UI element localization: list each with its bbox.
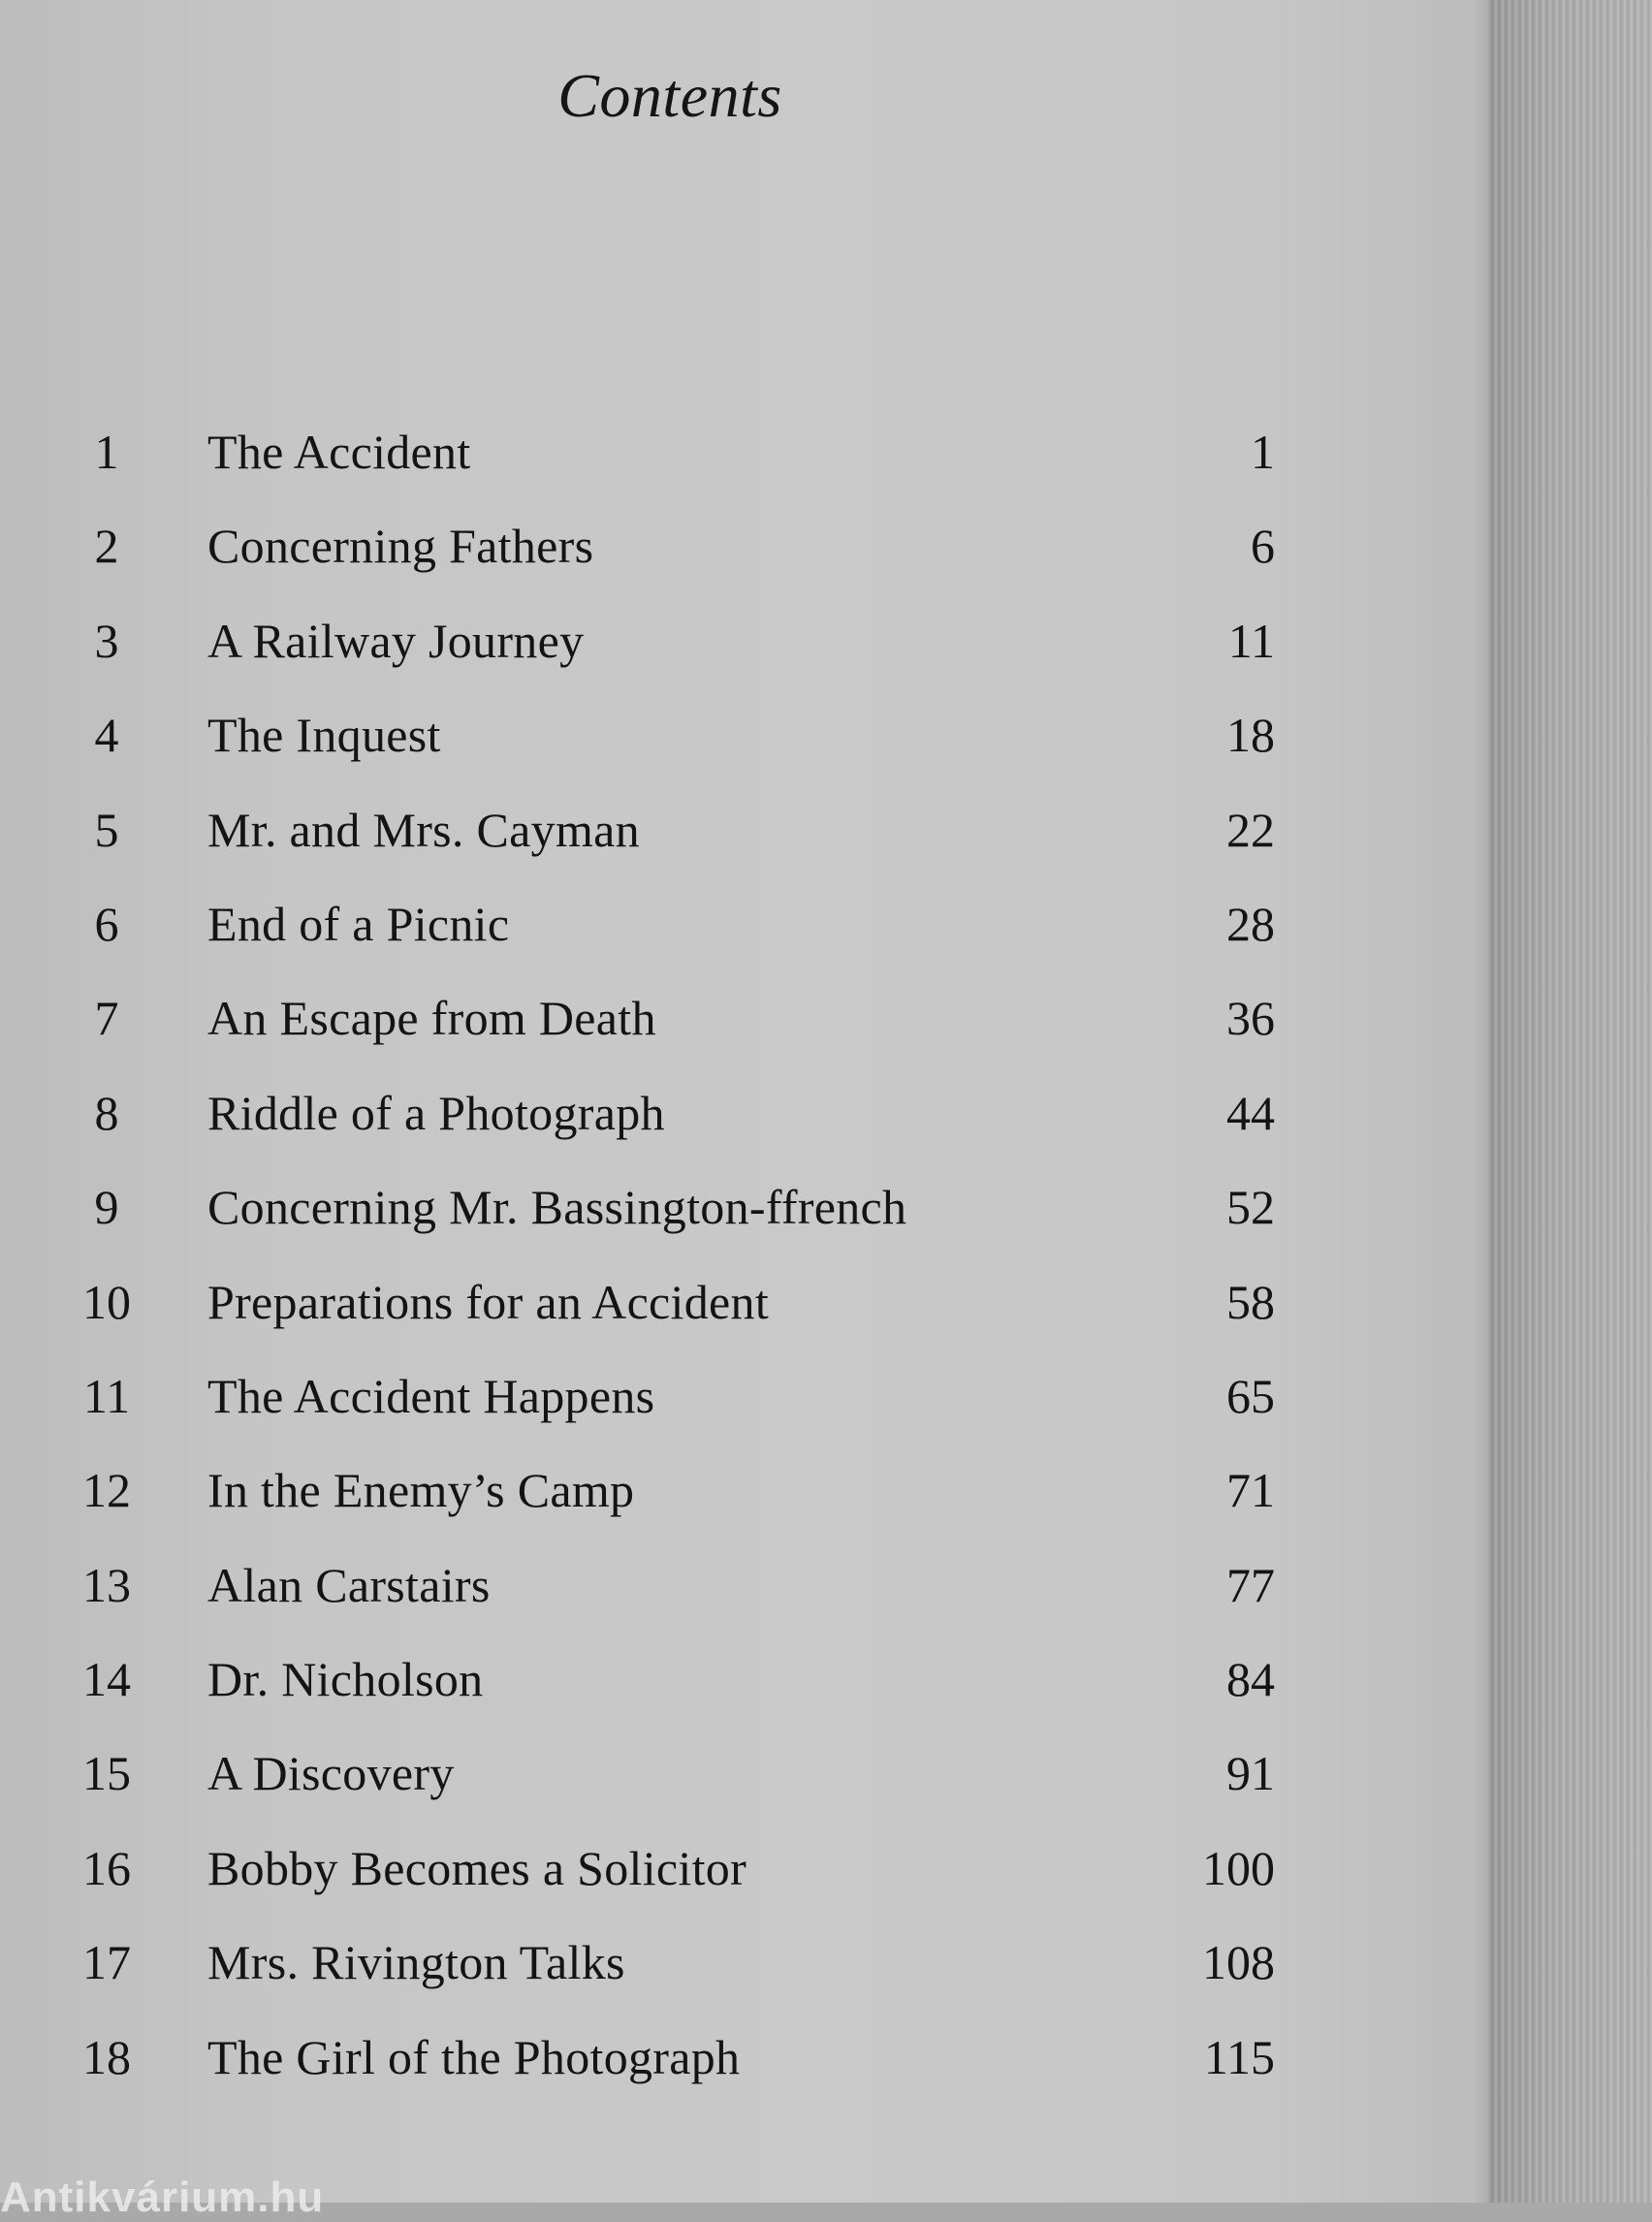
chapter-page-number: 52 (1226, 1180, 1275, 1235)
toc-entry (0, 1349, 1488, 1444)
chapter-title: The Accident Happens (207, 1368, 655, 1423)
chapter-number: 6 (94, 896, 119, 951)
chapter-title: A Railway Journey (207, 613, 585, 668)
toc-entry (0, 1066, 1488, 1160)
toc-entry (0, 1727, 1488, 1821)
chapter-number: 8 (94, 1085, 119, 1140)
chapter-page-number: 65 (1226, 1368, 1275, 1423)
toc-entry (0, 783, 1488, 877)
chapter-page-number: 108 (1202, 1935, 1275, 1990)
chapter-page-number: 6 (1251, 519, 1275, 574)
chapter-title: Dr. Nicholson (207, 1652, 484, 1707)
chapter-page-number: 71 (1226, 1463, 1275, 1518)
chapter-title: Preparations for an Accident (207, 1274, 770, 1329)
chapter-title: An Escape from Death (207, 991, 656, 1046)
chapter-number: 12 (82, 1463, 131, 1518)
chapter-title: Bobby Becomes a Solicitor (207, 1840, 747, 1895)
toc-entry (0, 1822, 1488, 1916)
chapter-number: 10 (82, 1274, 131, 1329)
page-stack-edge (1488, 0, 1652, 2203)
chapter-number: 11 (82, 1368, 131, 1423)
toc-entry (0, 1160, 1488, 1254)
chapter-number: 3 (94, 613, 119, 668)
chapter-title: End of a Picnic (207, 896, 510, 951)
chapter-title: In the Enemy’s Camp (207, 1463, 635, 1518)
toc-entry (0, 1444, 1488, 1538)
chapter-page-number: 28 (1226, 896, 1275, 951)
chapter-page-number: 84 (1226, 1652, 1275, 1707)
chapter-title: A Discovery (207, 1746, 455, 1801)
toc-entry (0, 877, 1488, 971)
chapter-page-number: 11 (1227, 613, 1275, 668)
chapter-number: 18 (82, 2029, 131, 2084)
chapter-page-number: 91 (1226, 1746, 1275, 1801)
toc-entry (0, 1539, 1488, 1633)
chapter-title: Mrs. Rivington Talks (207, 1935, 625, 1990)
toc-entry (0, 971, 1488, 1065)
chapter-number: 14 (82, 1652, 131, 1707)
toc-entry (0, 405, 1488, 499)
chapter-title: Concerning Mr. Bassington-ffrench (207, 1180, 907, 1235)
toc-entry (0, 688, 1488, 782)
table-of-contents (0, 405, 1488, 2105)
chapter-page-number: 18 (1226, 708, 1275, 763)
chapter-page-number: 36 (1226, 991, 1275, 1046)
chapter-number: 2 (94, 519, 119, 574)
chapter-page-number: 1 (1251, 425, 1275, 479)
toc-entry (0, 1916, 1488, 2010)
chapter-number: 13 (82, 1557, 131, 1612)
toc-entry (0, 1255, 1488, 1349)
chapter-number: 16 (82, 1840, 131, 1895)
chapter-number: 17 (82, 1935, 131, 1990)
toc-entry (0, 1633, 1488, 1727)
chapter-title: Mr. and Mrs. Cayman (207, 802, 640, 857)
chapter-page-number: 58 (1226, 1274, 1275, 1329)
chapter-page-number: 77 (1226, 1557, 1275, 1612)
contents-heading: Contents (557, 61, 782, 130)
chapter-title: The Inquest (207, 708, 441, 763)
chapter-title: The Girl of the Photograph (207, 2029, 741, 2084)
chapter-title: Riddle of a Photograph (207, 1085, 665, 1140)
chapter-title: Alan Carstairs (207, 1557, 491, 1612)
chapter-number: 1 (94, 425, 119, 479)
chapter-title: The Accident (207, 425, 471, 479)
chapter-page-number: 22 (1226, 802, 1275, 857)
chapter-number: 9 (94, 1180, 119, 1235)
watermark: Antikvárium.hu (0, 2174, 325, 2221)
chapter-number: 7 (94, 991, 119, 1046)
toc-entry (0, 499, 1488, 593)
chapter-title: Concerning Fathers (207, 519, 594, 574)
toc-entry (0, 2011, 1488, 2105)
chapter-number: 15 (82, 1746, 131, 1801)
chapter-page-number: 115 (1203, 2029, 1275, 2084)
chapter-page-number: 100 (1202, 1840, 1275, 1895)
chapter-page-number: 44 (1226, 1085, 1275, 1140)
toc-entry (0, 594, 1488, 688)
chapter-number: 5 (94, 802, 119, 857)
chapter-number: 4 (94, 708, 119, 763)
